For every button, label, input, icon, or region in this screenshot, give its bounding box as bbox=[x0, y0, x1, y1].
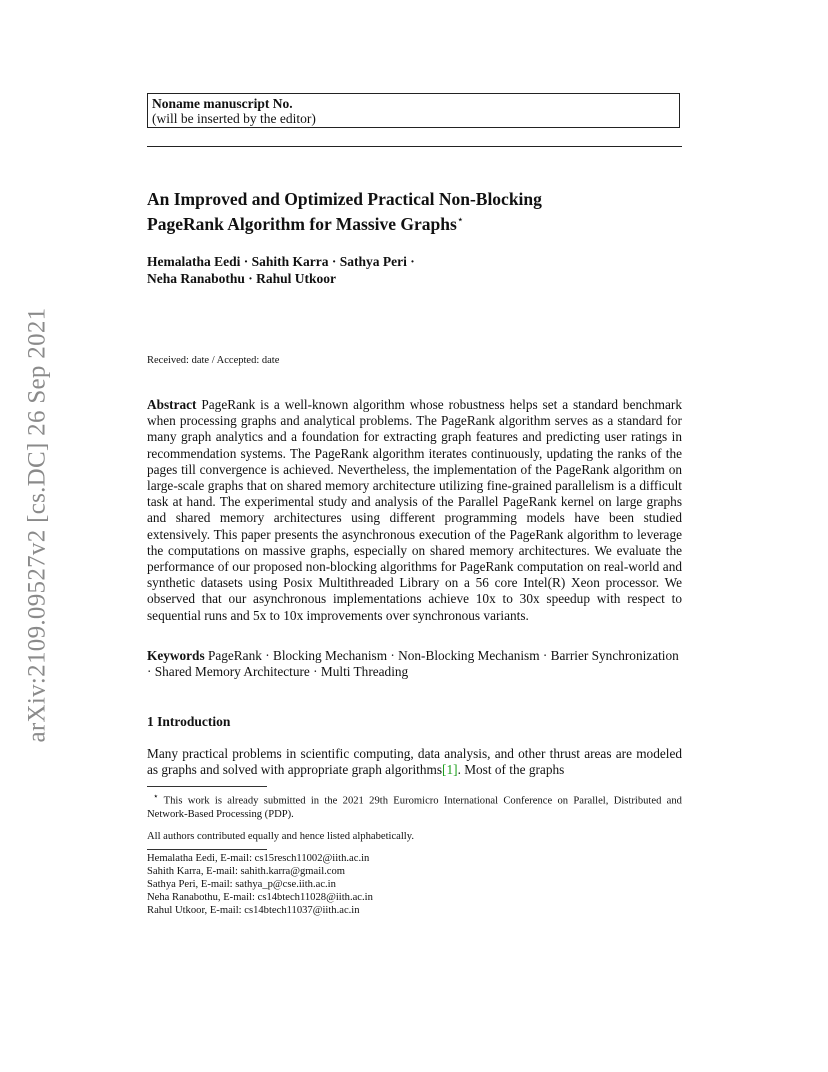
keywords-text: PageRank · Blocking Mechanism · Non-Blocking Mechanism · Barrier Synchronization · Shared Memory Architecture · Multi Threading bbox=[147, 648, 679, 680]
title-line-2: PageRank Algorithm for Massive Graphs bbox=[147, 213, 457, 234]
section-heading-introduction: 1 Introduction bbox=[147, 714, 231, 729]
footnote-equal-contribution: All authors contributed equally and hence listed alphabetically. bbox=[147, 830, 415, 842]
author-email-list bbox=[147, 852, 682, 917]
title-line-2-wrapper bbox=[147, 210, 682, 235]
header-rule bbox=[147, 146, 682, 147]
author-email: Rahul Utkoor, E-mail: cs14btech11037@iith.ac.in bbox=[147, 904, 360, 916]
footnotes bbox=[147, 790, 682, 917]
intro-text-end: . Most of the graphs bbox=[457, 762, 565, 778]
received-accepted-dates: Received: date / Accepted: date bbox=[147, 355, 280, 366]
manuscript-info-box bbox=[147, 93, 680, 128]
keywords bbox=[147, 648, 682, 680]
paper-title bbox=[147, 189, 682, 235]
arxiv-identifier-text: arXiv:2109.09527v2 [cs.DC] 26 Sep 2021 bbox=[23, 307, 51, 743]
manuscript-editor-note: (will be inserted by the editor) bbox=[152, 111, 316, 126]
title-footnote-marker: ⋆ bbox=[456, 214, 464, 226]
arxiv-identifier-stamp bbox=[20, 290, 54, 760]
footnote-email-rule bbox=[147, 849, 267, 850]
keywords-label: Keywords bbox=[147, 648, 205, 663]
footnote-rule bbox=[147, 786, 267, 787]
title-line-1: An Improved and Optimized Practical Non-Blocking bbox=[147, 189, 542, 209]
citation-link[interactable]: [1] bbox=[442, 762, 458, 778]
intro-text-start: Many practical problems in scientific computing, data analysis, and other thrust areas are modeled as graphs and solved with appropriate graph algorithms bbox=[147, 746, 682, 778]
author-email: Hemalatha Eedi, E-mail: cs15resch11002@iith.ac.in bbox=[147, 852, 370, 864]
author-list bbox=[147, 253, 682, 287]
authors-line-1: Hemalatha Eedi · Sahith Karra · Sathya Peri · bbox=[147, 254, 415, 269]
manuscript-number-label: Noname manuscript No. bbox=[152, 96, 293, 111]
author-email: Sathya Peri, E-mail: sathya_p@cse.iith.ac.in bbox=[147, 878, 336, 890]
introduction-paragraph bbox=[147, 746, 682, 778]
abstract-text: PageRank is a well-known algorithm whose robustness helps set a standard benchmark when processing graphs and analytical problems. The PageRank algorithm serves as a standard for many graph analytics and a foundation for extracting graph features and predicting user ratings in recommendation systems. The PageRank algorithm iterates continuously, updating the ranks of the pages till convergence is achieved. Nevertheless, the implementation of the PageRank algorithm on large-scale graphs that on shared memory architecture utilizing fine-grained parallelism is a difficult task at hand. The experimental study and analysis of the Parallel PageRank kernel on large graphs and shared memory architectures using different programming models have been studied extensively. This paper presents the asynchronous execution of the PageRank algorithm to leverage the computations on massive graphs, especially on shared memory architectures. We evaluate the performance of our proposed non-blocking algorithms for PageRank computation on real-world and synthetic datasets using Posix Multithreaded Library on a 56 core Intel(R) Xeon processor. We observed that our asynchronous implementations achieve 10x to 30x speedup with respect to sequential runs and 5x to 10x improvements over synchronous variants. bbox=[147, 397, 682, 623]
author-email: Neha Ranabothu, E-mail: cs14btech11028@iith.ac.in bbox=[147, 891, 373, 903]
abstract-label: Abstract bbox=[147, 397, 197, 412]
abstract bbox=[147, 397, 682, 624]
footnote-submission-note bbox=[147, 790, 682, 821]
footnote-submission-text: This work is already submitted in the 2021 29th Euromicro International Conference on Parallel, Distributed and Network-Based Processing (PDP). bbox=[147, 795, 682, 820]
author-email: Sahith Karra, E-mail: sahith.karra@gmail.com bbox=[147, 865, 346, 877]
authors-line-2: Neha Ranabothu · Rahul Utkoor bbox=[147, 271, 337, 286]
footnote-star-marker: ⋆ bbox=[153, 791, 159, 801]
